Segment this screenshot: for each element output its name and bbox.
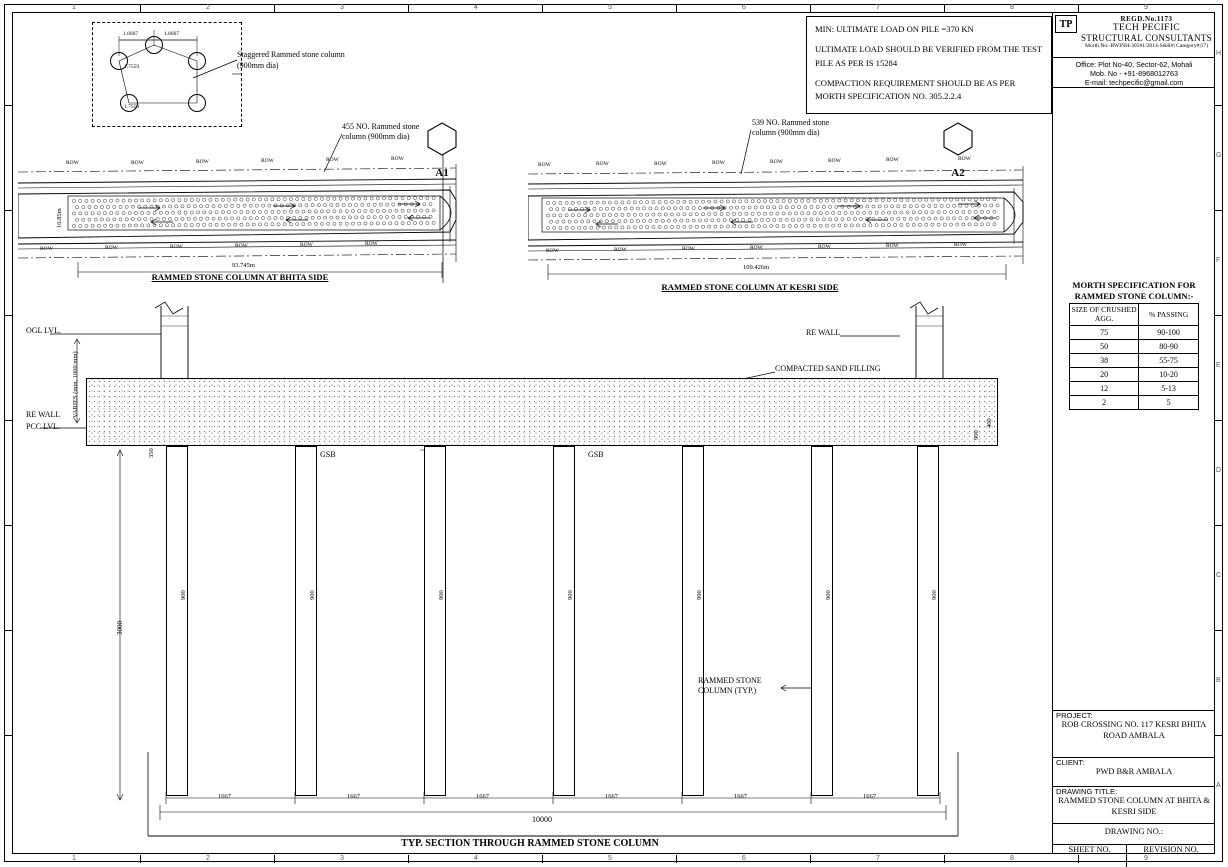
spec-passing: 55-75 (1139, 354, 1199, 368)
plan-kesri-caption: RAMMED STONE COLUMN AT KESRI SIDE (661, 282, 839, 292)
ruler-bottom-label: 4 (474, 855, 478, 862)
spec-size: 38 (1070, 354, 1139, 368)
table-row (1070, 326, 1199, 340)
plan-kesri-dimension: 109.426m (743, 264, 770, 271)
plan-bhita-callout-leader (320, 128, 360, 178)
ruler-top-label: 6 (742, 4, 746, 11)
row-label: ROW (886, 157, 899, 163)
row-label: ROW (131, 160, 144, 166)
ruler-right-label: A (1216, 782, 1221, 789)
rammed-column-note (698, 676, 784, 697)
plan-kesri-callout (752, 118, 844, 139)
plan-bhita-geometry (18, 150, 468, 290)
ruler-top-label: 9 (1144, 4, 1148, 11)
spacing-label: 1667 (218, 793, 231, 800)
spec-table-title: MORTH SPECIFICATION FOR RAMMED STONE COLUMN:- (1072, 280, 1196, 301)
row-label: ROW (538, 162, 551, 168)
row-label: ROW (40, 246, 53, 252)
section-bubble-a1 (427, 122, 457, 179)
plan-bhita-side (18, 150, 468, 290)
gsb-thickness-label: 350 (148, 448, 155, 458)
plan-bhita-caption: RAMMED STONE COLUMN AT BHITA SIDE (151, 272, 329, 282)
ruler-right-label: H (1216, 50, 1222, 57)
pile-dia-label: 900 (931, 590, 938, 600)
spacing-label: 1667 (863, 793, 876, 800)
row-label: ROW (596, 161, 609, 167)
project-label: PROJECT: (1056, 711, 1093, 720)
row-label: ROW (958, 156, 971, 162)
drawing-title-label: DRAWING TITLE: (1056, 787, 1118, 796)
spec-header-size: SIZE OF CRUSHED AGG. (1070, 304, 1139, 326)
spec-size: 75 (1070, 326, 1139, 340)
reg-no: REGD.No.1173 (1120, 15, 1173, 23)
rammed-stone-column (917, 446, 939, 796)
company-address (1053, 58, 1215, 88)
email-address: E-mail: techpecific@gmail.com (1084, 78, 1184, 87)
section-caption: TYP. SECTION THROUGH RAMMED STONE COLUMN (401, 838, 659, 849)
ruler-right-label: C (1216, 572, 1222, 579)
depth-dim-label: 3000 (116, 621, 124, 635)
spacing-label: 1667 (476, 793, 489, 800)
sand-thickness-label-2: 900 (973, 430, 980, 440)
ruler-bottom-label: 3 (340, 855, 344, 862)
row-label: ROW (170, 244, 183, 250)
compacted-sand-label: COMPACTED SAND FILLING (775, 364, 881, 373)
gsb-right-label: GSB (588, 450, 604, 459)
row-label: ROW (682, 246, 695, 252)
pile-dia-label: 900 (309, 590, 316, 600)
company-logo: TP (1055, 15, 1077, 33)
plan-bhita-dimension: 93.745m (232, 262, 255, 269)
project-value: ROB CROSSING NO. 117 KESRI BHITA ROAD AMBALA (1061, 720, 1207, 740)
row-label: ROW (300, 242, 313, 248)
morth-registration: Morth No:-RWINH-305#1/2014-S&R#| Category#|17) (1084, 43, 1209, 49)
pcc-level-label: PCC LVL. (26, 422, 60, 431)
row-label: ROW (66, 160, 79, 166)
rammed-stone-column (424, 446, 446, 796)
ruler-right-label: B (1216, 677, 1221, 684)
ruler-bottom-label: 1 (72, 855, 76, 862)
plan-bhita-callout-text: 455 NO. Rammed stone column (900mm dia) (342, 122, 420, 142)
ruler-top-label: 2 (206, 4, 210, 11)
row-label: ROW (365, 241, 378, 247)
staggered-leader-line (185, 58, 245, 98)
section-bubble-a1-label: A1 (435, 167, 449, 179)
pile-dia-label: 900 (567, 590, 574, 600)
table-row (1070, 382, 1199, 396)
stagger-dim-diag-upper: 1.7559 (124, 64, 140, 70)
office-address: Office: Plot No-40, Sector-62, Mohali (1075, 60, 1193, 69)
rammed-stone-column (166, 446, 188, 796)
plan-kesri-callout-leader (735, 126, 765, 178)
ruler-right-label: D (1216, 467, 1222, 474)
table-row (1070, 396, 1199, 410)
gsb-left-label: GSB (320, 450, 336, 459)
row-label: ROW (886, 243, 899, 249)
spec-size: 20 (1070, 368, 1139, 382)
row-label: ROW (235, 243, 248, 249)
client-value: PWD B&R AMBALA (1095, 767, 1173, 776)
ruler-left (4, 12, 12, 854)
row-label: ROW (326, 157, 339, 163)
table-row (1070, 354, 1199, 368)
ruler-top-label: 8 (1010, 4, 1014, 11)
ruler-bottom-label: 5 (608, 855, 612, 862)
spec-size: 50 (1070, 340, 1139, 354)
rammed-stone-column (295, 446, 317, 796)
project-info (1053, 710, 1215, 867)
note-line-1: MIN: ULTIMATE LOAD ON PILE =370 KN (815, 24, 974, 34)
rammed-stone-column (553, 446, 575, 796)
sheet-no-label: SHEET NO. (1053, 845, 1127, 867)
mobile-number: Mob. No - +91-8968012763 (1089, 69, 1179, 78)
note-line-3: COMPACTION REQUIREMENT SHOULD BE AS PER MORTH SPECIFICATION NO. 305.2.2.4 (815, 77, 1016, 102)
spec-passing: 90-100 (1139, 326, 1199, 340)
stagger-dim-diag-lower: 1.7559 (124, 104, 140, 110)
table-row (1070, 368, 1199, 382)
row-label: ROW (750, 245, 763, 251)
ruler-bottom-label: 9 (1144, 855, 1148, 862)
row-label: ROW (261, 158, 274, 164)
rammed-stone-column (682, 446, 704, 796)
title-block (1052, 12, 1215, 854)
compacted-sand-fill (86, 378, 998, 446)
spec-passing: 80-90 (1139, 340, 1199, 354)
spec-size: 12 (1070, 382, 1139, 396)
spacing-label: 1667 (347, 793, 360, 800)
plan-bhita-width-label: 10.85m (56, 208, 63, 228)
row-label: ROW (818, 244, 831, 250)
section-bubble-a2-label: A2 (951, 167, 965, 179)
pile-dia-label: 900 (696, 590, 703, 600)
spec-size: 2 (1070, 396, 1139, 410)
spec-passing: 5-13 (1139, 382, 1199, 396)
spec-passing: 5 (1139, 396, 1199, 410)
table-row (1070, 340, 1199, 354)
ruler-right-label: G (1216, 152, 1222, 159)
row-label: ROW (614, 247, 627, 253)
staggered-detail-label (237, 50, 347, 72)
ruler-top-label: 4 (474, 4, 478, 11)
company-header (1053, 12, 1215, 58)
revision-no-label: REVISION NO. (1143, 845, 1199, 854)
varies-dim-label: VARIES (min. 1000 mm) (72, 351, 79, 418)
row-label: ROW (654, 161, 667, 167)
spacing-label: 1667 (605, 793, 618, 800)
ruler-top-label: 5 (608, 4, 612, 11)
ogl-level-label: OGL LVL. (26, 326, 61, 335)
plan-kesri-callout-text: 539 NO. Rammed stone column (900mm dia) (752, 118, 830, 138)
pile-dia-label: 900 (825, 590, 832, 600)
row-label: ROW (712, 160, 725, 166)
re-wall-left-label: RE WALL (26, 410, 61, 419)
pile-dia-label: 900 (180, 590, 187, 600)
ruler-top (12, 4, 1215, 12)
row-label: ROW (954, 242, 967, 248)
sand-thickness-label: 400 (986, 418, 993, 428)
ruler-right-label: F (1216, 257, 1221, 264)
pile-dia-label: 900 (438, 590, 445, 600)
a1-reference-line (435, 155, 455, 285)
drawing-no-label: DRAWING NO.: (1104, 827, 1164, 836)
rammed-column-note-text: RAMMED STONE COLUMN (TYP.) (698, 676, 762, 696)
ruler-right-label: E (1216, 362, 1221, 369)
re-wall-right-label: RE WALL (806, 328, 841, 337)
typ-section (20, 300, 1030, 860)
ruler-top-label: 3 (340, 4, 344, 11)
row-label: ROW (828, 158, 841, 164)
ruler-top-label: 1 (72, 4, 76, 11)
row-label: ROW (391, 156, 404, 162)
ruler-bottom-label: 8 (1010, 855, 1014, 862)
company-subtitle: STRUCTURAL CONSULTANTS (1081, 33, 1212, 43)
stagger-dim-top-right: 1.6667 (164, 31, 180, 37)
row-label: ROW (546, 248, 559, 254)
rammed-stone-column (811, 446, 833, 796)
ruler-top-label: 7 (876, 4, 880, 11)
ruler-right (1215, 12, 1223, 854)
row-label: ROW (105, 245, 118, 251)
spec-header-passing: % PASSING (1139, 304, 1199, 326)
notes-box (806, 16, 1052, 114)
client-label: CLIENT: (1056, 758, 1085, 767)
staggered-detail-title: Staggered Rammed stone column (900mm dia) (237, 50, 345, 70)
ruler-bottom-label: 6 (742, 855, 746, 862)
row-label: ROW (770, 159, 783, 165)
company-name: TECH PECIFIC (1112, 23, 1181, 33)
drawing-title-value: RAMMED STONE COLUMN AT BHITA & KESRI SIDE (1058, 796, 1210, 816)
spacing-label: 1667 (734, 793, 747, 800)
row-label: ROW (196, 159, 209, 165)
spec-passing: 10-20 (1139, 368, 1199, 382)
stagger-dim-top-left: 1.6667 (123, 31, 139, 37)
note-line-2: ULTIMATE LOAD SHOULD BE VERIFIED FROM THE TEST PILE AS PER IS 15284 (815, 44, 1043, 68)
ruler-bottom-label: 7 (876, 855, 880, 862)
ruler-bottom-label: 2 (206, 855, 210, 862)
morth-spec-table (1069, 303, 1199, 410)
overall-width-label: 10000 (532, 815, 552, 824)
